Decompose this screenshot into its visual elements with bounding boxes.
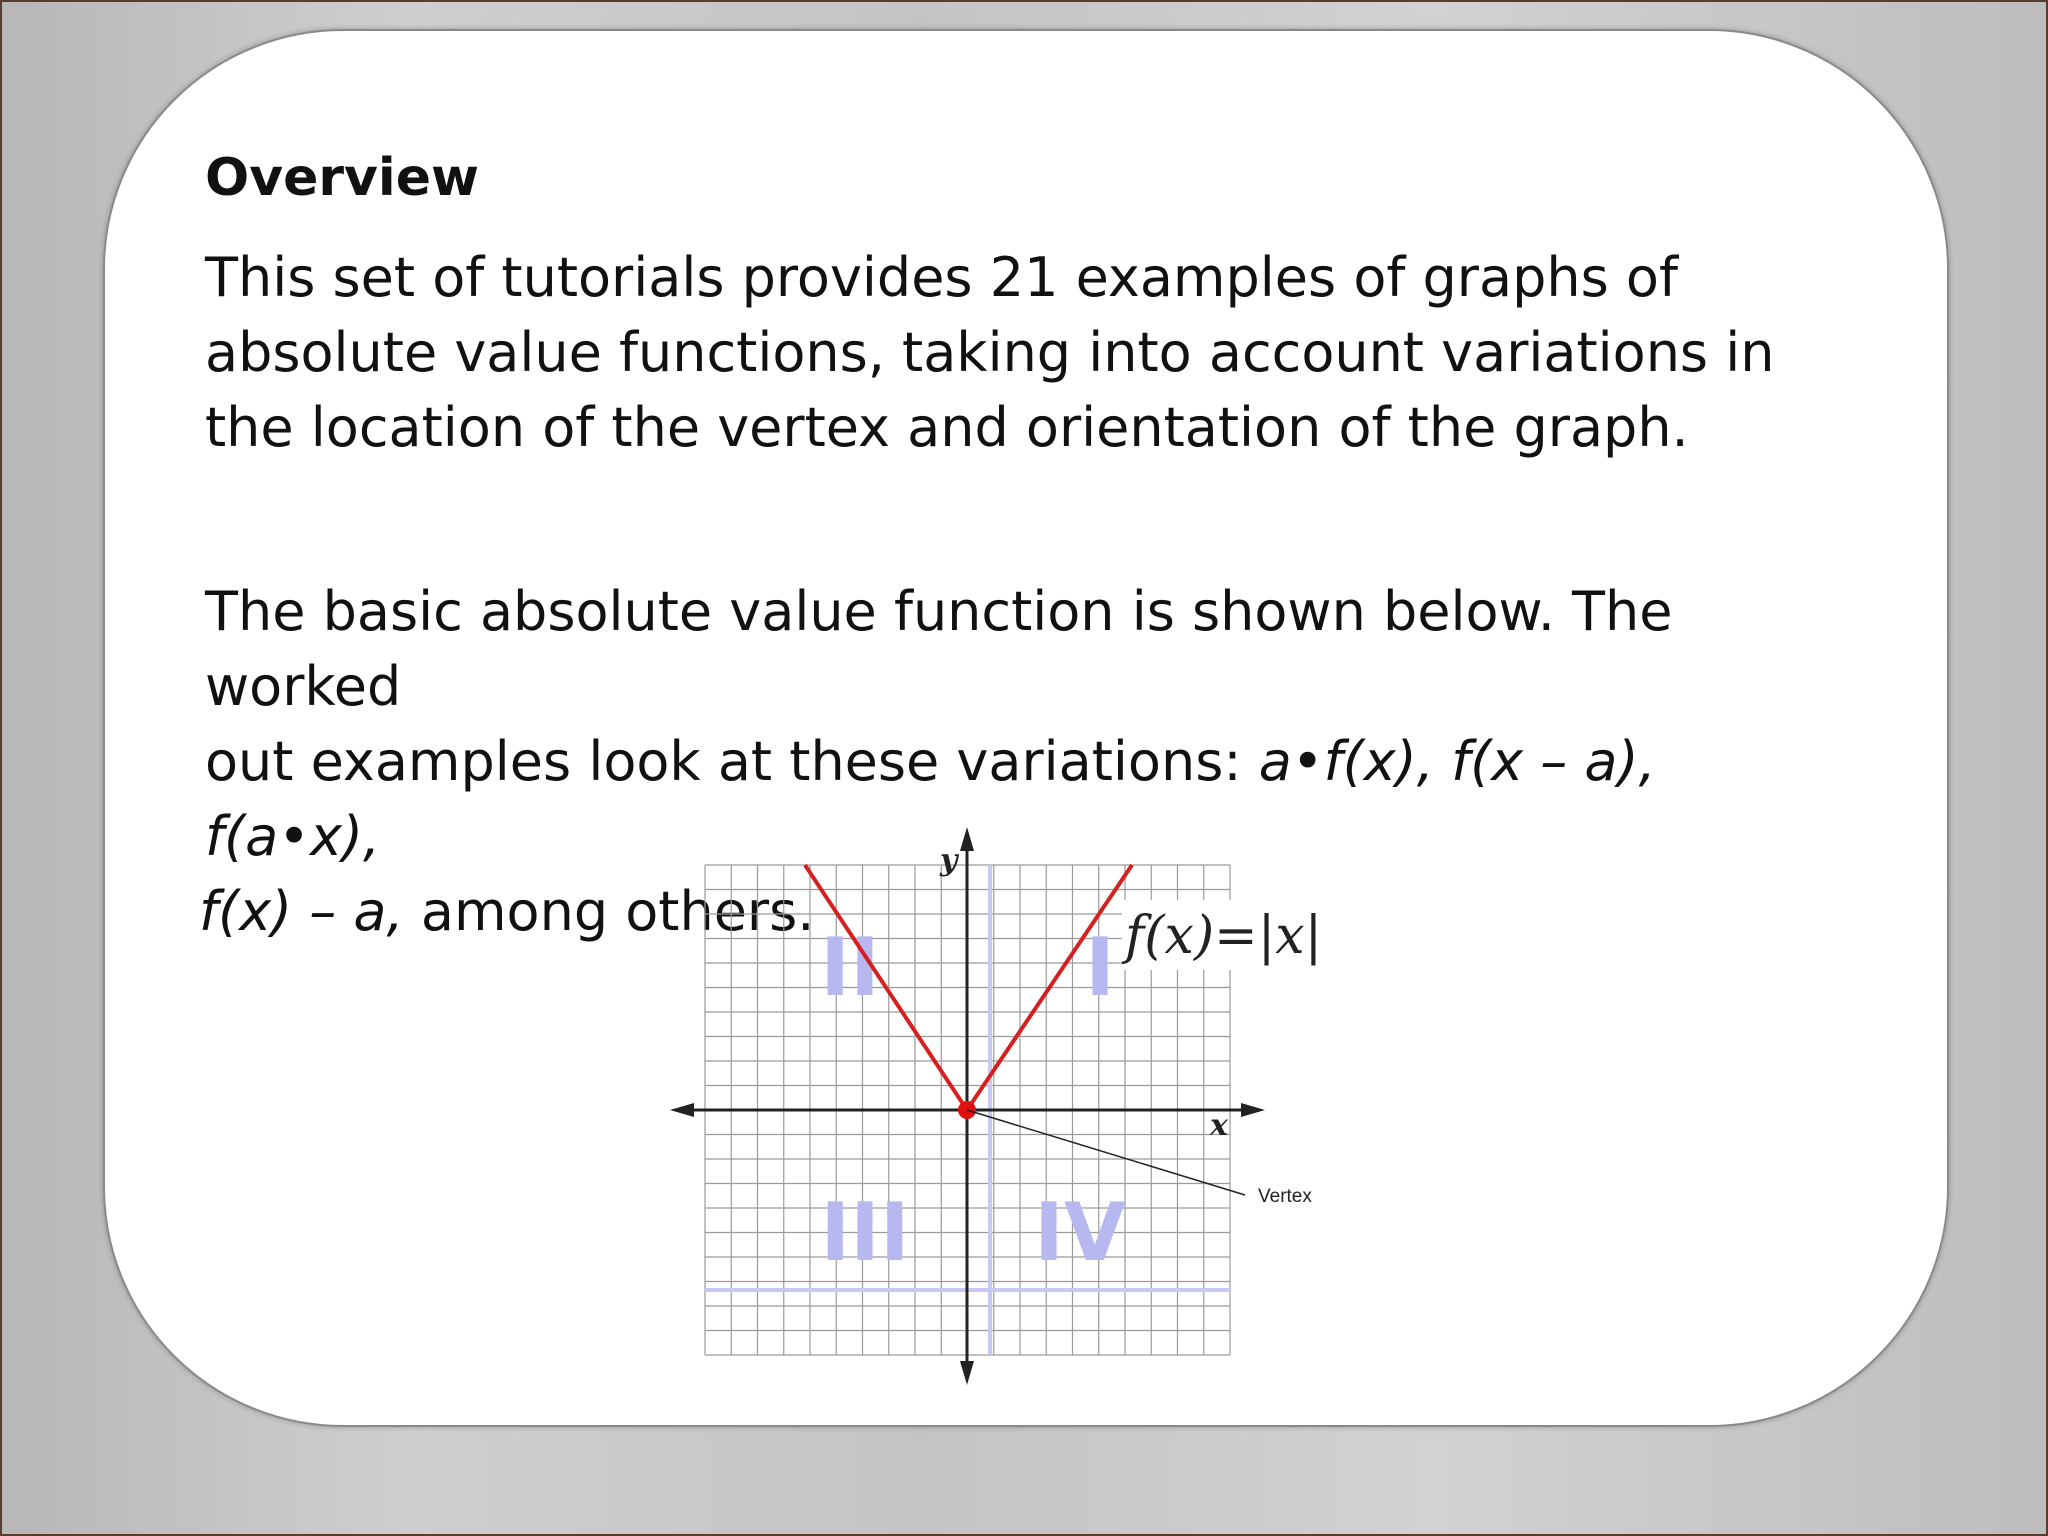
absolute-value-graph [660,820,1360,1400]
quadrant-iii-label: III [820,1186,910,1279]
quadrant-iv-label: IV [1034,1186,1126,1279]
x-axis-label: x [1210,1108,1228,1143]
x-axis-right-arrow [1241,1103,1265,1117]
y-axis-down-arrow [960,1361,974,1385]
intro-paragraph: This set of tutorials provides 21 examples of graphs of absolute value functions, taking into account variations in the location of the vertex and orientation of the graph. [205,246,1775,459]
variations-formula-last: f(x) – a, [199,880,404,943]
quadrant-i-label: I [1085,921,1115,1014]
vertex-label: Vertex [1258,1186,1312,1207]
x-axis-left-arrow [670,1103,694,1117]
variations-line-3: among others. [403,880,815,943]
quadrant-ii-label: II [820,921,880,1014]
variations-formulas: a•f(x), f(x – a), f(a•x), [205,730,1656,868]
function-label: f(x)=|x| [1125,906,1323,966]
slide-heading: Overview [205,148,480,208]
y-axis-up-arrow [960,827,974,851]
variations-line-1: The basic absolute value function is shown below. The worked [205,580,1673,718]
y-axis-label: y [940,843,958,878]
variations-line-2: out examples look at these variations: [205,730,1259,793]
